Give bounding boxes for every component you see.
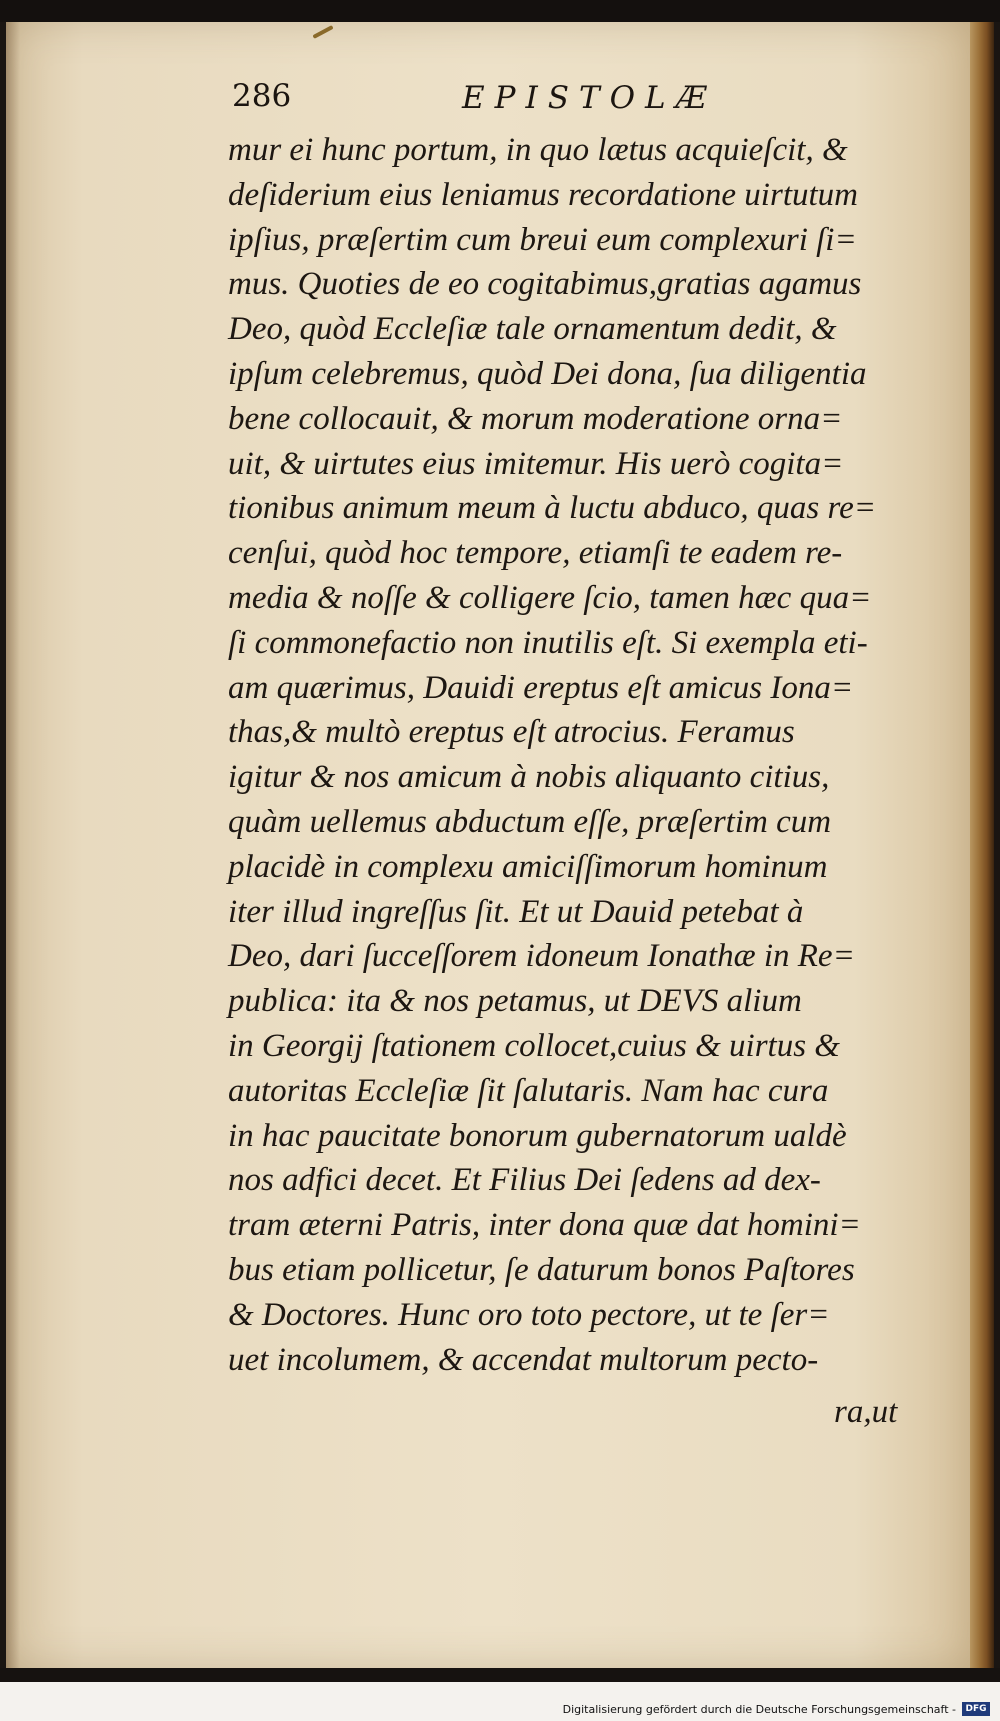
text-line: ipſius, præſertim cum breui eum complexuri ſi= [228, 221, 857, 258]
body-text [228, 128, 928, 1382]
text-line: placidè in complexu amiciſſimorum hominum [228, 848, 828, 885]
digitization-credit: Digitalisierung gefördert durch die Deutsche Forschungsgemeinschaft - [562, 1703, 956, 1716]
scan-bottom-border [0, 1668, 1000, 1682]
text-line: am quærimus, Dauidi ereptus eſt amicus Iona= [228, 669, 854, 706]
text-line: Deo, quòd Eccleſiæ tale ornamentum dedit, & [228, 311, 837, 348]
text-line: igitur & nos amicum à nobis aliquanto citius, [228, 759, 830, 796]
text-line: ipſum celebremus, quòd Dei dona, ſua diligentia [228, 355, 867, 392]
text-line: nos adfici decet. Et Filius Dei ſedens ad dex- [228, 1162, 821, 1199]
scan-top-border [0, 0, 1000, 22]
text-line: uet incolumem, & accendat multorum pecto- [228, 1341, 819, 1378]
text-line: & Doctores. Hunc oro toto pectore, ut te ſer= [228, 1296, 830, 1333]
text-line: Deo, dari ſucceſſorem idoneum Ionathæ in Re= [228, 938, 855, 975]
text-line: quàm uellemus abductum eſſe, præſertim cum [228, 803, 832, 840]
text-line: mus. Quoties de eo cogitabimus,gratias agamus [228, 266, 862, 303]
running-head: EPISTOLÆ [462, 80, 717, 116]
page-edge [970, 22, 994, 1668]
catchword: ra,ut [834, 1394, 898, 1430]
dfg-logo: DFG [962, 1702, 990, 1716]
text-line: iter illud ingreſſus ſit. Et ut Dauid petebat à [228, 893, 804, 930]
text-line: thas,& multò ereptus eſt atrocius. Feramus [228, 714, 795, 751]
page-number: 286 [232, 78, 292, 114]
text-line: bus etiam pollicetur, ſe daturum bonos Paſtores [228, 1251, 855, 1288]
text-line: media & noſſe & colligere ſcio, tamen hæc qua= [228, 579, 872, 616]
text-line: mur ei hunc portum, in quo lætus acquieſcit, & [228, 132, 848, 168]
page-gutter-shadow [6, 22, 20, 1668]
text-line: publica: ita & nos petamus, ut DEVS alium [228, 983, 802, 1020]
text-line: ſi commonefactio non inutilis eſt. Si exempla eti- [228, 624, 868, 661]
text-line: cenſui, quòd hoc tempore, etiamſi te eadem re- [228, 535, 843, 572]
text-line: deſiderium eius leniamus recordatione uirtutum [228, 176, 858, 213]
text-line: tionibus animum meum à luctu abduco, quas re= [228, 490, 876, 527]
text-line: bene collocauit, & morum moderatione orna= [228, 400, 843, 437]
text-line: in hac paucitate bonorum gubernatorum ualdè [228, 1117, 847, 1154]
text-line: in Georgij ſtationem collocet,cuius & uirtus & [228, 1027, 840, 1064]
text-line: uit, & uirtutes eius imitemur. His uerò cogita= [228, 445, 844, 482]
text-line: tram æterni Patris, inter dona quæ dat homini= [228, 1207, 861, 1244]
text-line: autoritas Eccleſiæ ſit ſalutaris. Nam hac cura [228, 1072, 829, 1109]
